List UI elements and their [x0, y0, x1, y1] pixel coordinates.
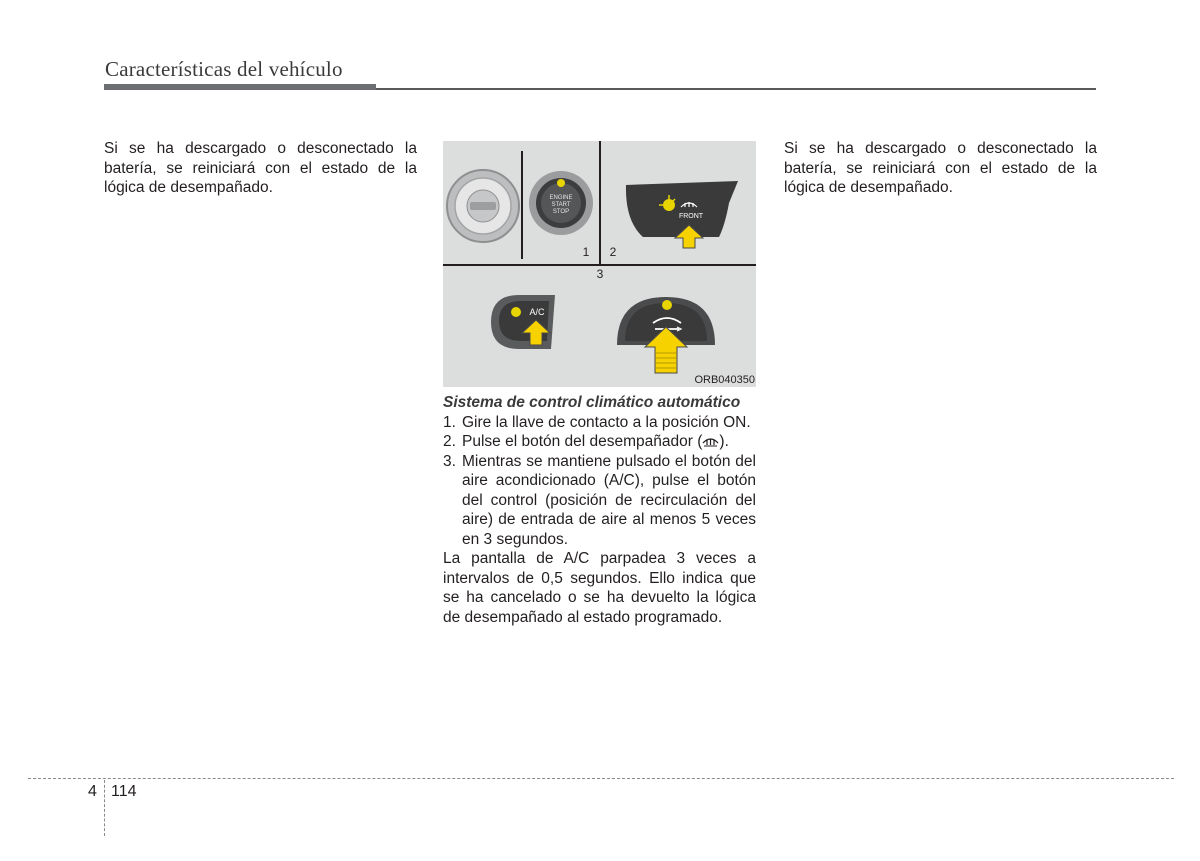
ignition-key-icon	[447, 170, 519, 242]
note-paragraph: La pantalla de A/C parpadea 3 veces a intervalos de 0,5 segundos. Ello indica que se ha cancelado o se ha devuelto la lógica de desempañado al estado programado.	[443, 550, 756, 626]
right-column-paragraph: Si se ha descargado o desconectado la batería, se reiniciará con el estado de la lógica de desempañado.	[784, 140, 1097, 196]
step-number: 2.	[443, 433, 456, 450]
footer-divider	[104, 780, 105, 836]
engine-start-stop-button-icon	[529, 171, 593, 235]
defog-figure	[443, 141, 756, 387]
stop-text-line: STOP	[552, 209, 570, 215]
ac-label: A/C	[529, 307, 545, 317]
step-number: 1.	[443, 413, 456, 431]
instructions-column	[443, 393, 756, 627]
front-label: FRONT	[678, 213, 704, 220]
section-heading: Sistema de control climático automático	[443, 394, 741, 411]
ac-button-icon	[491, 295, 555, 349]
step-text: Mientras se mantiene pulsado el botón del aire acondicionado (A/C), pulse el botón del control (posición de recirculación del aire) de entrada de aire al menos 5 veces en 3 segundos.	[462, 452, 756, 548]
page-header-title: Características del vehículo	[105, 57, 343, 81]
step-text: Gire la llave de contacto a la posición ON.	[462, 413, 751, 431]
step-item	[443, 452, 756, 550]
step-number: 3.	[443, 452, 456, 470]
figure-label-3: 3	[596, 267, 604, 281]
chapter-number: 4	[88, 783, 97, 800]
footer-rule	[28, 778, 1174, 779]
header-rule-thin	[376, 88, 1096, 90]
figure-label-1: 1	[582, 245, 590, 259]
step-text-wrapper	[462, 432, 756, 452]
defroster-icon	[702, 434, 719, 447]
front-defrost-button-icon	[626, 181, 738, 237]
figure-code: ORB040350	[694, 374, 755, 386]
figure-label-2: 2	[609, 245, 617, 259]
header-rule	[104, 84, 376, 90]
left-column-paragraph: Si se ha descargado o desconectado la batería, se reiniciará con el estado de la lógica de desempañado.	[104, 140, 417, 196]
step-text: Pulse el botón del desempañador (	[462, 433, 703, 450]
step-text-end: ).	[719, 433, 729, 450]
step-item	[443, 413, 756, 433]
engine-text-line: ENGINE	[549, 195, 573, 201]
step-item	[443, 432, 756, 452]
start-text-line: START	[551, 202, 571, 208]
page-number: 114	[111, 783, 137, 800]
